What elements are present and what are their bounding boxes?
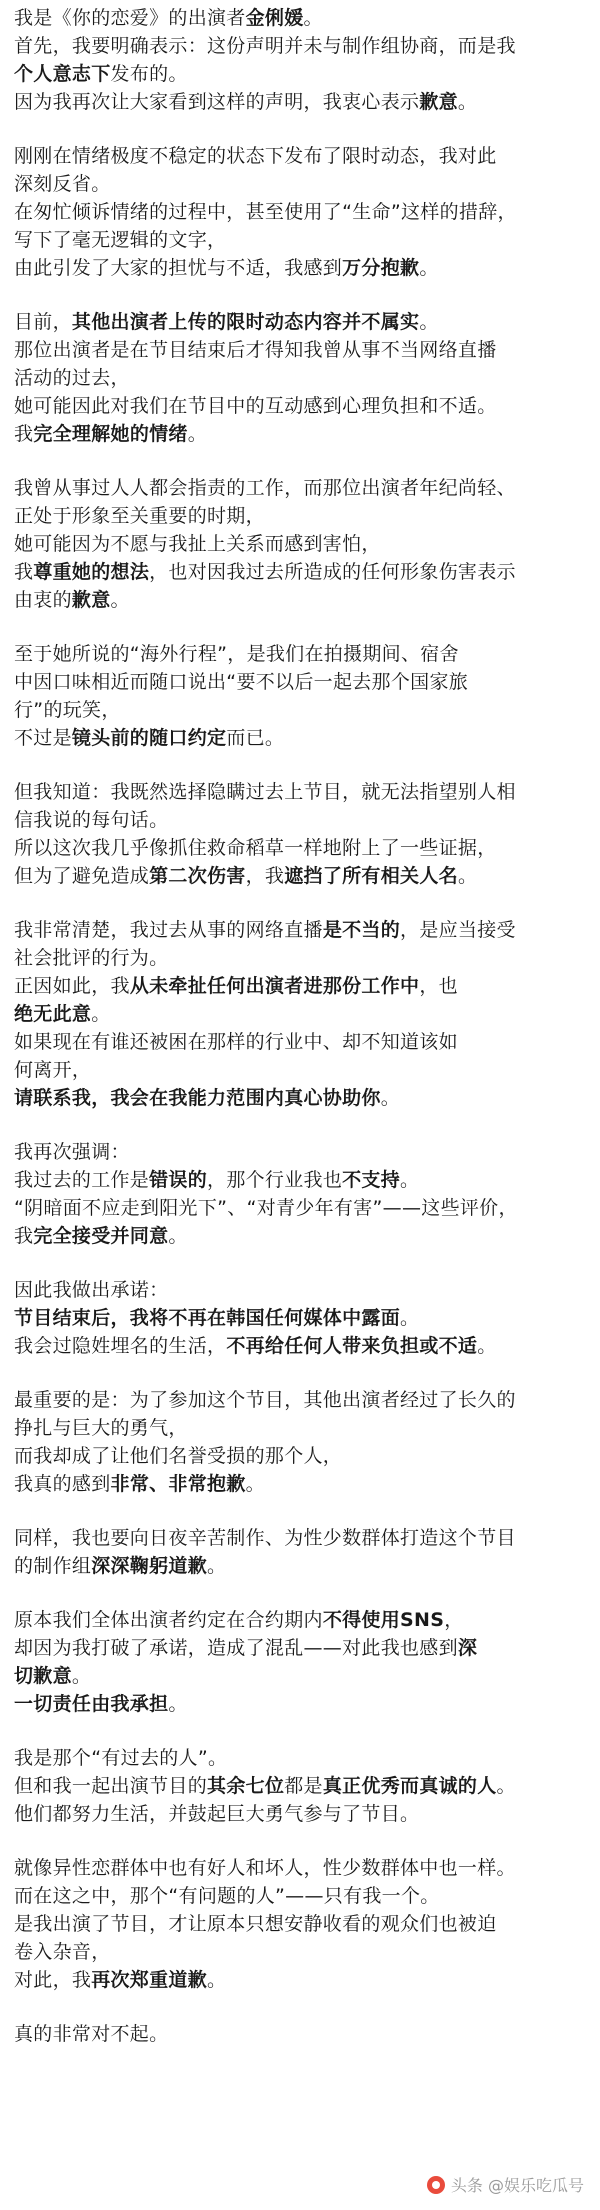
text-line xyxy=(14,1222,586,1250)
text-run: 。 xyxy=(477,1335,497,1357)
text-run: 我 xyxy=(14,423,34,445)
text-run: ，我 xyxy=(245,865,285,887)
text-run: 但和我一起出演节目的 xyxy=(14,1775,208,1797)
text-run: “阴暗面不应走到阳光下”、“对青少年有害”——这些评价， xyxy=(14,1197,518,1219)
text-line xyxy=(14,142,586,170)
text-line xyxy=(14,254,586,282)
text-run: 那位出演者是在节目结束后才得知我曾从事不当网络直播 xyxy=(14,339,497,361)
text-line xyxy=(14,502,586,530)
text-line xyxy=(14,972,586,1000)
bold-text-run: 其他出演者上传的限时动态内容并不属实 xyxy=(71,311,420,333)
text-line xyxy=(14,226,586,254)
text-run: ，那个行业我也 xyxy=(207,1169,343,1191)
text-run: 挣扎与巨大的勇气， xyxy=(14,1417,188,1439)
text-run: 。 xyxy=(457,91,478,113)
paragraph xyxy=(14,4,586,116)
text-run: 。 xyxy=(457,865,478,887)
text-run: 同样，我也要向日夜辛苦制作、为性少数群体打造这个节目 xyxy=(14,1527,516,1549)
text-line xyxy=(14,916,586,944)
text-run: 。 xyxy=(400,1307,420,1329)
text-run: 我过去的工作是 xyxy=(14,1169,150,1191)
text-run: 。 xyxy=(187,423,208,445)
text-run: 却因为我打破了承诺，造成了混乱——对此我也感到 xyxy=(14,1637,458,1659)
bold-text-run: 歉意 xyxy=(71,589,111,611)
text-run: ，也 xyxy=(419,975,458,997)
text-line xyxy=(14,1800,586,1828)
text-line xyxy=(14,32,586,60)
text-run: 最重要的是：为了参加这个节目，其他出演者经过了长久的 xyxy=(14,1389,516,1411)
text-run: 如果现在有谁还被困在那样的行业中、却不知道该如 xyxy=(14,1031,458,1053)
text-line xyxy=(14,1662,586,1690)
paragraph xyxy=(14,2020,586,2048)
text-run: 。 xyxy=(496,1775,516,1797)
text-line xyxy=(14,1056,586,1084)
text-run: 首先，我要明确表示：这份声明并未与制作组协商，而是我 xyxy=(14,35,516,57)
text-run: 我再次强调： xyxy=(14,1141,130,1163)
text-run: 但为了避免造成 xyxy=(14,865,150,887)
text-line xyxy=(14,862,586,890)
text-run: 在匆忙倾诉情绪的过程中，甚至使用了“生命”这样的措辞， xyxy=(14,201,517,223)
bold-text-run: 尊重她的想法 xyxy=(33,561,150,583)
paragraph xyxy=(14,778,586,890)
paragraph xyxy=(14,142,586,282)
text-run: 我 xyxy=(14,1225,34,1247)
text-run: 。 xyxy=(168,1225,188,1247)
paragraph xyxy=(14,1138,586,1250)
text-run: 。 xyxy=(245,1473,265,1495)
text-line xyxy=(14,1332,586,1360)
text-run: 因此我做出承诺： xyxy=(14,1279,169,1301)
text-line xyxy=(14,1276,586,1304)
text-line xyxy=(14,1772,586,1800)
text-run: 活动的过去， xyxy=(14,367,130,389)
text-run: 都是 xyxy=(284,1775,323,1797)
bold-text-run: 不再给任何人带来负担或不适 xyxy=(226,1335,478,1357)
text-run: 。 xyxy=(168,1693,188,1715)
bold-text-run: 金俐媛 xyxy=(245,7,304,29)
text-line xyxy=(14,806,586,834)
text-line xyxy=(14,364,586,392)
text-run: 的制作组 xyxy=(14,1555,92,1577)
text-run: 目前， xyxy=(14,311,72,333)
text-run: 他们都努力生活，并鼓起巨大勇气参与了节目。 xyxy=(14,1803,420,1825)
bold-text-run: 完全理解她的情绪 xyxy=(33,423,188,445)
text-run: 。 xyxy=(91,1003,111,1025)
text-line xyxy=(14,1386,586,1414)
text-line xyxy=(14,1138,586,1166)
text-run: 。 xyxy=(110,589,130,611)
text-run: 是我出演了节目，才让原本只想安静收看的观众们也被迫 xyxy=(14,1913,497,1935)
bold-text-run: 深深鞠躬道歉 xyxy=(91,1555,208,1577)
text-run: ，是应当接受 xyxy=(400,919,516,941)
text-run: 信我说的每句话。 xyxy=(14,809,169,831)
text-line xyxy=(14,420,586,448)
text-line xyxy=(14,1194,586,1222)
text-run: 正因如此，我 xyxy=(14,975,130,997)
text-line xyxy=(14,1470,586,1498)
paragraph xyxy=(14,1276,586,1360)
watermark xyxy=(427,2173,584,2196)
bold-text-run: 从未牵扯任何出演者进那份工作中 xyxy=(129,975,420,997)
text-run: 。 xyxy=(303,7,323,29)
text-run: 我是《你的恋爱》的出演者 xyxy=(14,7,246,29)
text-run: 因为我再次让大家看到这样的声明，我衷心表示 xyxy=(14,91,420,113)
text-line xyxy=(14,668,586,696)
text-run: ，也对因我过去所造成的任何形象伤害表示 xyxy=(149,561,516,583)
bold-text-run: 个人意志下 xyxy=(14,63,111,85)
bold-text-run: 非常、非常抱歉 xyxy=(110,1473,246,1495)
text-line xyxy=(14,1910,586,1938)
paragraph xyxy=(14,916,586,1112)
text-line xyxy=(14,1744,586,1772)
text-run: 我非常清楚，我过去从事的网络直播 xyxy=(14,919,323,941)
paragraph xyxy=(14,308,586,448)
paragraph xyxy=(14,1606,586,1718)
bold-text-run: 绝无此意 xyxy=(14,1003,92,1025)
text-run: 她可能因此对我们在节目中的互动感到心理负担和不适。 xyxy=(14,395,497,417)
text-line xyxy=(14,474,586,502)
text-line xyxy=(14,944,586,972)
text-run: 她可能因为不愿与我扯上关系而感到害怕， xyxy=(14,533,381,555)
text-run: 原本我们全体出演者约定在合约期内 xyxy=(14,1609,323,1631)
text-line xyxy=(14,1442,586,1470)
text-line xyxy=(14,1000,586,1028)
text-line xyxy=(14,4,586,32)
text-line xyxy=(14,88,586,116)
text-run: 卷入杂音， xyxy=(14,1941,111,1963)
text-line xyxy=(14,530,586,558)
text-run: 至于她所说的“海外行程”，是我们在拍摄期间、宿舍 xyxy=(14,643,459,665)
text-line xyxy=(14,2020,586,2048)
text-run: 我真的感到 xyxy=(14,1473,111,1495)
bold-text-run: 节目结束后，我将不再在韩国任何媒体中露面 xyxy=(14,1307,401,1329)
text-run: 不过是 xyxy=(14,727,72,749)
bold-text-run: 请联系我，我会在我能力范围内真心协助你 xyxy=(14,1087,381,1109)
text-line xyxy=(14,1524,586,1552)
text-run: 。 xyxy=(380,1087,401,1109)
text-line xyxy=(14,834,586,862)
text-run: 对此，我 xyxy=(14,1969,92,1991)
text-line xyxy=(14,724,586,752)
text-line xyxy=(14,1938,586,1966)
text-line xyxy=(14,1304,586,1332)
text-run: 。 xyxy=(419,311,439,333)
bold-text-run: 歉意 xyxy=(419,91,458,113)
text-line xyxy=(14,1606,586,1634)
text-line xyxy=(14,1854,586,1882)
bold-text-run: 错误的 xyxy=(149,1169,208,1191)
paragraph xyxy=(14,1744,586,1828)
text-run: 我是那个“有过去的人”。 xyxy=(14,1747,228,1769)
text-run: 我会过隐姓埋名的生活， xyxy=(14,1335,227,1357)
text-run: 由此引发了大家的担忧与不适，我感到 xyxy=(14,257,343,279)
text-run: 由衷的 xyxy=(14,589,72,611)
bold-text-run: 不支持 xyxy=(342,1169,401,1191)
text-run: 行”的玩笑， xyxy=(14,699,121,721)
text-line xyxy=(14,778,586,806)
text-run: 而在这之中，那个“有问题的人”——只有我一个。 xyxy=(14,1885,440,1907)
bold-text-run: 再次郑重道歉 xyxy=(91,1969,208,1991)
bold-text-run: 其余七位 xyxy=(207,1775,285,1797)
text-run: 但我知道：我既然选择隐瞒过去上节目，就无法指望别人相 xyxy=(14,781,516,803)
paragraph xyxy=(14,1854,586,1994)
text-run: 。 xyxy=(71,1665,92,1687)
paragraph xyxy=(14,1386,586,1498)
text-run: 而已。 xyxy=(226,727,285,749)
text-line xyxy=(14,1966,586,1994)
text-run: 写下了毫无逻辑的文字， xyxy=(14,229,227,251)
text-line xyxy=(14,640,586,668)
text-run: 中因口味相近而随口说出“要不以后一起去那个国家旅 xyxy=(14,671,469,693)
text-run: 深刻反省。 xyxy=(14,173,111,195)
bold-text-run: 一切责任由我承担 xyxy=(14,1693,169,1715)
text-run: 我曾从事过人人都会指责的工作，而那位出演者年纪尚轻、 xyxy=(14,477,516,499)
text-line xyxy=(14,1634,586,1662)
paragraph xyxy=(14,474,586,614)
text-line xyxy=(14,1028,586,1056)
text-line xyxy=(14,336,586,364)
text-line xyxy=(14,1882,586,1910)
text-run: 社会批评的行为。 xyxy=(14,947,169,969)
text-run: 真的非常对不起。 xyxy=(14,2023,169,2045)
text-line xyxy=(14,198,586,226)
text-run: 正处于形象至关重要的时期， xyxy=(14,505,265,527)
bold-text-run: 是不当的 xyxy=(322,919,401,941)
text-run: 就像异性恋群体中也有好人和坏人，性少数群体中也一样。 xyxy=(14,1857,516,1879)
bold-text-run: 万分抱歉 xyxy=(342,257,420,279)
bold-text-run: 不得使用SNS xyxy=(322,1609,445,1631)
text-line xyxy=(14,1414,586,1442)
text-run: 。 xyxy=(400,1169,420,1191)
text-run: 所以这次我几乎像抓住救命稻草一样地附上了一些证据， xyxy=(14,837,497,859)
text-run: 。 xyxy=(207,1555,227,1577)
text-line xyxy=(14,308,586,336)
text-run: 。 xyxy=(419,257,439,279)
bold-text-run: 镜头前的随口约定 xyxy=(71,727,227,749)
watermark-text: 头条 @娱乐吃瓜号 xyxy=(450,2176,584,2195)
statement-document xyxy=(14,4,586,2074)
paragraph xyxy=(14,640,586,752)
text-line xyxy=(14,60,586,88)
text-line xyxy=(14,1084,586,1112)
text-run: 而我却成了让他们名誉受损的那个人， xyxy=(14,1445,343,1467)
text-run: ， xyxy=(444,1609,464,1631)
bold-text-run: 真正优秀而真诚的人 xyxy=(322,1775,497,1797)
bold-text-run: 遮挡了所有相关人名 xyxy=(284,865,458,887)
paragraph xyxy=(14,1524,586,1580)
text-line xyxy=(14,586,586,614)
text-run: 发布的。 xyxy=(110,63,188,85)
text-line xyxy=(14,392,586,420)
bold-text-run: 完全接受并同意 xyxy=(33,1225,169,1247)
text-line xyxy=(14,1166,586,1194)
text-line xyxy=(14,696,586,724)
text-run: 。 xyxy=(207,1969,227,1991)
bold-text-run: 切歉意 xyxy=(14,1665,72,1687)
text-line xyxy=(14,558,586,586)
text-run: 我 xyxy=(14,561,34,583)
text-run: 刚刚在情绪极度不稳定的状态下发布了限时动态，我对此 xyxy=(14,145,497,167)
bold-text-run: 第二次伤害 xyxy=(149,865,246,887)
text-run: 何离开， xyxy=(14,1059,92,1081)
toutiao-logo-icon xyxy=(427,2176,445,2194)
text-line xyxy=(14,1552,586,1580)
bold-text-run: 深 xyxy=(457,1637,478,1659)
text-line xyxy=(14,1690,586,1718)
text-line xyxy=(14,170,586,198)
